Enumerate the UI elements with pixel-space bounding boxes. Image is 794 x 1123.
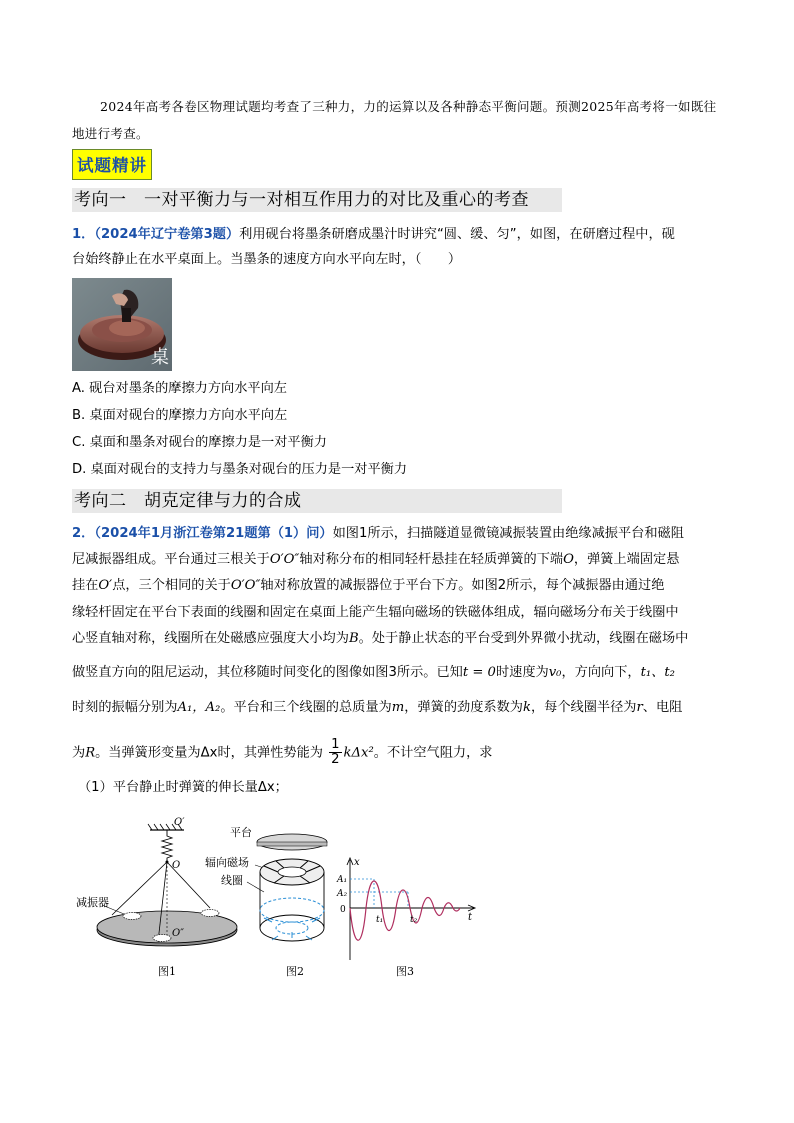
fig1-label-Odoubleprime: O″ <box>172 928 184 939</box>
text: 尼减振器组成。平台通过三根关于 <box>72 552 270 567</box>
fig3-label-A1: A₁ <box>337 875 348 885</box>
fig2-label-platform: 平台 <box>230 826 252 839</box>
math: k <box>522 700 531 715</box>
option-c: C. 桌面和墨条对砚台的摩擦力是一对平衡力 <box>72 435 327 450</box>
question-2-line-1 <box>72 525 722 542</box>
question-2-line-5 <box>72 630 722 647</box>
text: 挂在 <box>72 578 99 593</box>
question-1-text-1: 利用砚台将墨条研磨成墨汁时讲究“圆、缓、匀”，如图，在研磨过程中，砚 <box>239 227 675 242</box>
question-2-number: 2． <box>72 526 95 541</box>
question-2-line-2 <box>72 551 722 568</box>
text: ，弹簧上端固定悬 <box>573 552 680 567</box>
text: 。当弹簧形变量为Δx时，其弹性势能为 <box>95 745 323 761</box>
figure-2 <box>205 826 327 978</box>
question-2-part-1: （1）平台静止时弹簧的伸长量Δx； <box>78 780 288 795</box>
fig3-label-A2: A₂ <box>337 889 348 899</box>
question-1-line-1 <box>72 226 722 243</box>
text: 时速度为 <box>495 665 549 680</box>
fig1-label-damper: 减振器 <box>76 896 109 909</box>
math: R <box>85 745 96 761</box>
intro-paragraph: 2024年高考各卷区物理试题均考查了三种力，力的运算以及各种静态平衡问题。预测2025年高考将一如既往地进行考查。 <box>72 99 717 141</box>
math: O′ <box>98 578 113 593</box>
math: kΔx² <box>343 745 374 761</box>
question-2-line-8 <box>72 738 722 767</box>
text: 点，三个相同的关于 <box>112 578 231 593</box>
text: ，弹簧的劲度系数为 <box>404 700 523 715</box>
fraction <box>329 738 341 767</box>
text: 。处于静止状态的平台受到外界微小扰动，线圈在磁场中 <box>358 631 689 646</box>
question-1-number: 1． <box>72 227 95 242</box>
text: 做竖直方向的阻尼运动，其位移随时间变化的图像如图3所示。已知 <box>72 665 463 680</box>
denominator: 2 <box>331 752 340 767</box>
math: O <box>563 552 574 567</box>
math: t₁、t₂ <box>640 665 675 680</box>
math: r <box>636 700 643 715</box>
fig1-caption: 图1 <box>158 965 176 978</box>
question-2-line-6 <box>72 664 722 681</box>
section-heading-1: 考向一 一对平衡力与一对相互作用力的对比及重心的考查 <box>72 188 562 212</box>
math: O′O″ <box>230 578 261 593</box>
fig1-label-Oprime: O′ <box>174 817 185 828</box>
text: 心竖直轴对称，线圈所在处磁感应强度大小均为 <box>72 631 349 646</box>
text: 为 <box>72 745 86 761</box>
question-2-text-1: 如图1所示，扫描隧道显微镜减振装置由绝缘减振平台和磁阻 <box>332 526 684 541</box>
math: A₁，A₂ <box>177 700 221 715</box>
text: 。不计空气阻力，求 <box>373 745 493 761</box>
text: 、电阻 <box>642 700 683 715</box>
text: ，每个线圈半径为 <box>530 700 637 715</box>
fig2-caption: 图2 <box>286 965 304 978</box>
math: m <box>391 700 405 715</box>
question-2-line-7 <box>72 699 722 716</box>
fig3-caption: 图3 <box>396 965 414 978</box>
question-2-line-4: 缘轻杆固定在平台下表面的线圈和固定在桌面上能产生辐向磁场的铁磁体组成，辐向磁场分布关于线圈中 <box>72 605 679 620</box>
question-2-source: （2024年1月浙江卷第21题第（1）问） <box>94 526 333 541</box>
option-d: D. 桌面对砚台的支持力与墨条对砚台的压力是一对平衡力 <box>72 462 408 477</box>
figure-3 <box>336 857 475 978</box>
text: 时刻的振幅分别为 <box>72 700 178 715</box>
fig2-label-coil: 线圈 <box>221 874 243 887</box>
numerator: 1 <box>331 737 340 752</box>
fig3-label-t1: t₁ <box>376 915 384 925</box>
fig3-label-t2: t₂ <box>410 915 418 925</box>
figure-1 <box>76 817 237 978</box>
text: 轴对称放置的减振器位于平台下方。如图2所示，每个减振器由通过绝 <box>260 578 665 593</box>
fig1-label-O: O <box>172 860 181 871</box>
photo-watermark-char: 桌 <box>151 347 169 368</box>
math: O′O″ <box>269 552 300 567</box>
question-2-line-3 <box>72 577 722 594</box>
text: 。平台和三个线圈的总质量为 <box>220 700 392 715</box>
section-tag: 试题精讲 <box>72 149 152 180</box>
math: v₀ <box>548 665 562 680</box>
text: ，方向向下， <box>561 665 641 680</box>
math: t = 0 <box>462 665 496 680</box>
fig3-label-t: t <box>468 912 473 923</box>
fig2-label-radial-field: 辐向磁场 <box>205 856 249 869</box>
question-1-line-2: 台始终静止在水平桌面上。当墨条的速度方向水平向左时，（ ） <box>72 252 462 267</box>
math: B <box>348 631 359 646</box>
figures-illustration <box>76 810 492 990</box>
fig3-label-zero: 0 <box>340 905 346 915</box>
section-heading-2: 考向二 胡克定律与力的合成 <box>72 489 562 513</box>
option-a: A. 砚台对墨条的摩擦力方向水平向左 <box>72 381 287 396</box>
option-b: B. 桌面对砚台的摩擦力方向水平向左 <box>72 408 288 423</box>
inkstone-photo <box>72 278 172 371</box>
text: 轴对称分布的相同轻杆悬挂在轻质弹簧的下端 <box>299 552 564 567</box>
fig3-label-x: x <box>354 857 360 868</box>
question-1-source: （2024年辽宁卷第3题） <box>94 227 240 242</box>
